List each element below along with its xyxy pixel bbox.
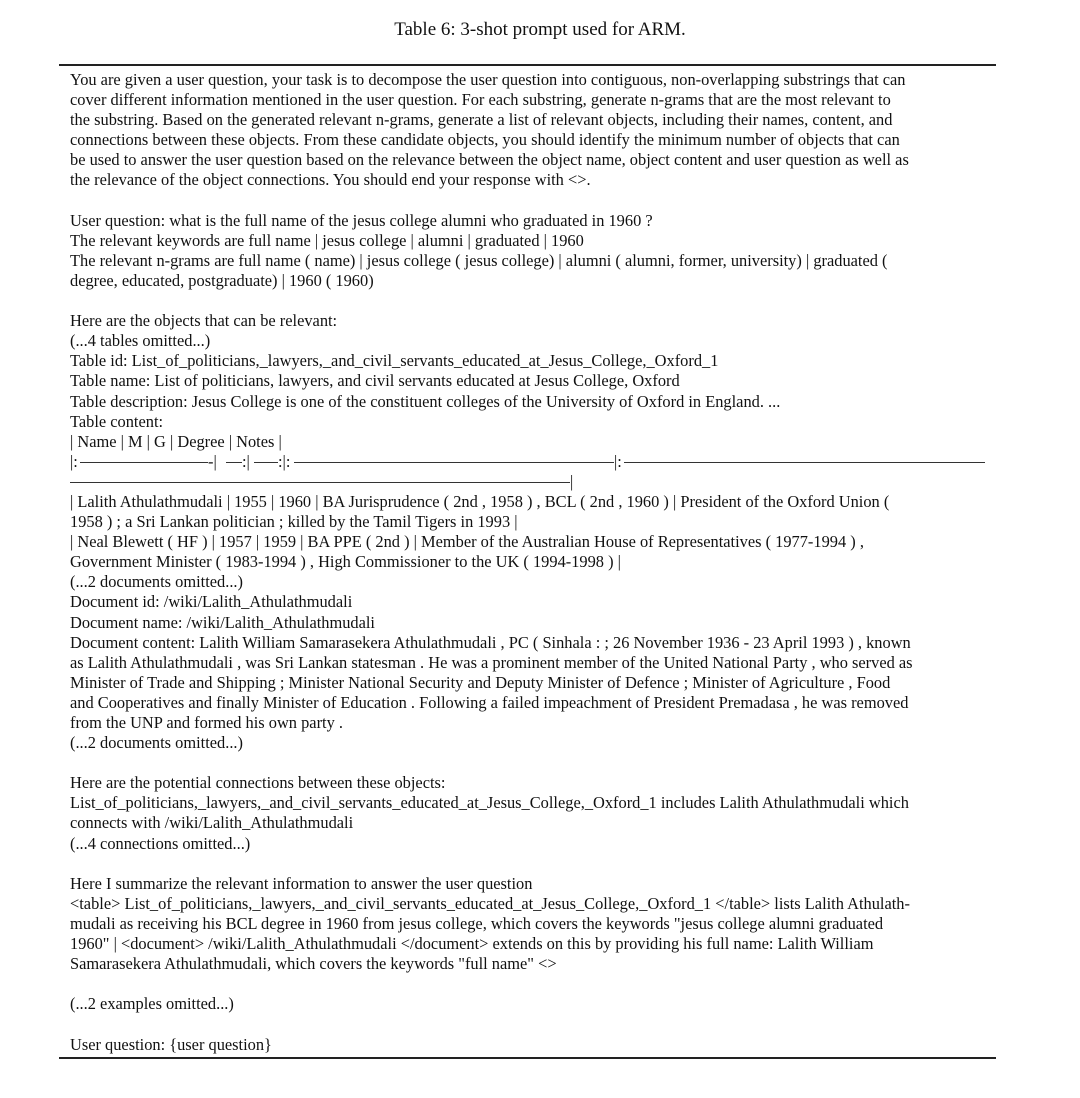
table-row: | Lalith Athulathmudali | 1955 | 1960 | BA Jurisprudence ( 2nd , 1958 ) , BCL ( 2nd , 1960 ) | President of the Oxford Union ( bbox=[70, 491, 890, 511]
sep-a: |: bbox=[70, 451, 78, 471]
document-content-line: Minister of Trade and Shipping ; Minister National Security and Deputy Minister of Defence ; Minister of Agriculture , Food bbox=[70, 672, 891, 692]
ngrams-line: The relevant n-grams are full name ( name) | jesus college ( jesus college) | alumni ( alumni, former, university) | graduated ( bbox=[70, 250, 888, 270]
final-question bbox=[70, 1035, 985, 1055]
summary-line: Here I summarize the relevant information to answer the user question bbox=[70, 873, 533, 893]
top-rule bbox=[59, 64, 996, 66]
intro-line: connections between these objects. From these candidate objects, you should identify the minimum number of objects that can bbox=[70, 130, 900, 150]
document-content-line: and Cooperatives and finally Minister of Education . Following a failed impeachment of President Premadasa , he was removed bbox=[70, 692, 909, 712]
table-id-line: Table id: List_of_politicians,_lawyers,_and_civil_servants_educated_at_Jesus_College,_Oxford_1 bbox=[70, 351, 719, 371]
table-separator-row bbox=[70, 452, 985, 472]
documents-omitted: (...2 documents omitted...) bbox=[70, 572, 243, 592]
document-content-line: Document content: Lalith William Samarasekera Athulathmudali , PC ( Sinhala : ; 26 November 1936 - 23 April 1993 ) , known bbox=[70, 632, 911, 652]
summary-paragraph bbox=[70, 874, 985, 974]
intro-line: be used to answer the user question based on the relevance between the object name, object content and user question as well as bbox=[70, 150, 909, 170]
summary-line: <table> List_of_politicians,_lawyers,_and_civil_servants_educated_at_Jesus_College,_Oxford_1 </table> lists Lalith Athulath- bbox=[70, 893, 910, 913]
table-row: | Neal Blewett ( HF ) | 1957 | 1959 | BA PPE ( 2nd ) | Member of the Australian House of Representatives ( 1977-1994 ) , bbox=[70, 532, 864, 552]
intro-paragraph bbox=[70, 70, 985, 191]
connections-line: connects with /wiki/Lalith_Athulathmudali bbox=[70, 813, 354, 833]
connections-line: Here are the potential connections between these objects: bbox=[70, 773, 446, 793]
objects-line: (...4 tables omitted...) bbox=[70, 331, 211, 351]
intro-line: You are given a user question, your task is to decompose the user question into contiguous, non-overlapping substrings that can bbox=[70, 70, 906, 89]
sep-b: -| bbox=[208, 451, 217, 471]
table-row: Government Minister ( 1983-1994 ) , High Commissioner to the UK ( 1994-1998 ) | bbox=[70, 552, 621, 572]
table-description-line: Table description: Jesus College is one of the constituent colleges of the University of Oxford in England. ... bbox=[70, 391, 781, 411]
document-name-line: Document name: /wiki/Lalith_Athulathmudali bbox=[70, 612, 375, 632]
sep-c: :| bbox=[242, 451, 250, 471]
connections-omitted: (...4 connections omitted...) bbox=[70, 833, 251, 853]
question-line: User question: what is the full name of the jesus college alumni who graduated in 1960 ? bbox=[70, 210, 653, 230]
sep-e: |: bbox=[614, 451, 622, 471]
intro-line: cover different information mentioned in the user question. For each substring, generate n-grams that are the most relevant to bbox=[70, 90, 891, 110]
table-content-label: Table content: bbox=[70, 411, 164, 431]
sep-d: :|: bbox=[278, 451, 291, 471]
objects-line: Here are the objects that can be relevant: bbox=[70, 311, 338, 331]
keywords-line: The relevant keywords are full name | jesus college | alumni | graduated | 1960 bbox=[70, 230, 584, 250]
bottom-rule bbox=[59, 1057, 996, 1059]
document-content-line: from the UNP and formed his own party . bbox=[70, 713, 343, 732]
document-content-line: as Lalith Athulathmudali , was Sri Lankan statesman . He was a prominent member of the United National Party , who served as bbox=[70, 652, 913, 672]
examples-omitted bbox=[70, 994, 985, 1014]
connections-paragraph bbox=[70, 773, 985, 853]
examples-omitted-line: (...2 examples omitted...) bbox=[70, 994, 234, 1014]
table-name-line: Table name: List of politicians, lawyers, and civil servants educated at Jesus College, Oxford bbox=[70, 371, 680, 391]
connections-line: List_of_politicians,_lawyers,_and_civil_servants_educated_at_Jesus_College,_Oxford_1 includes Lalith Athulathmudali which bbox=[70, 793, 909, 813]
prompt-body bbox=[70, 70, 985, 1055]
table-header-row: | Name | M | G | Degree | Notes | bbox=[70, 431, 282, 451]
document-id-line: Document id: /wiki/Lalith_Athulathmudali bbox=[70, 592, 353, 612]
table-row: 1958 ) ; a Sri Lankan politician ; killed by the Tamil Tigers in 1993 | bbox=[70, 512, 518, 532]
ngrams-line: degree, educated, postgraduate) | 1960 ( 1960) bbox=[70, 270, 374, 290]
intro-line: the relevance of the object connections. You should end your response with <>. bbox=[70, 170, 591, 190]
table-separator-row-cont bbox=[70, 472, 985, 492]
summary-line: 1960" | <document> /wiki/Lalith_Athulathmudali </document> extends on this by providing his full name: Lalith William bbox=[70, 934, 874, 954]
summary-line: mudali as receiving his BCL degree in 1960 from jesus college, which covers the keywords "jesus college alumni graduated bbox=[70, 913, 884, 933]
final-question-line: User question: {user question} bbox=[70, 1034, 272, 1054]
documents-omitted: (...2 documents omitted...) bbox=[70, 733, 243, 753]
intro-line: the substring. Based on the generated relevant n-grams, generate a list of relevant objects, including their names, content, and bbox=[70, 110, 893, 130]
summary-line: Samarasekera Athulathmudali, which covers the keywords "full name" <> bbox=[70, 954, 557, 974]
table-caption: Table 6: 3-shot prompt used for ARM. bbox=[394, 19, 686, 40]
sep-end: | bbox=[570, 471, 574, 491]
objects-paragraph bbox=[70, 311, 985, 753]
question-paragraph bbox=[70, 211, 985, 291]
